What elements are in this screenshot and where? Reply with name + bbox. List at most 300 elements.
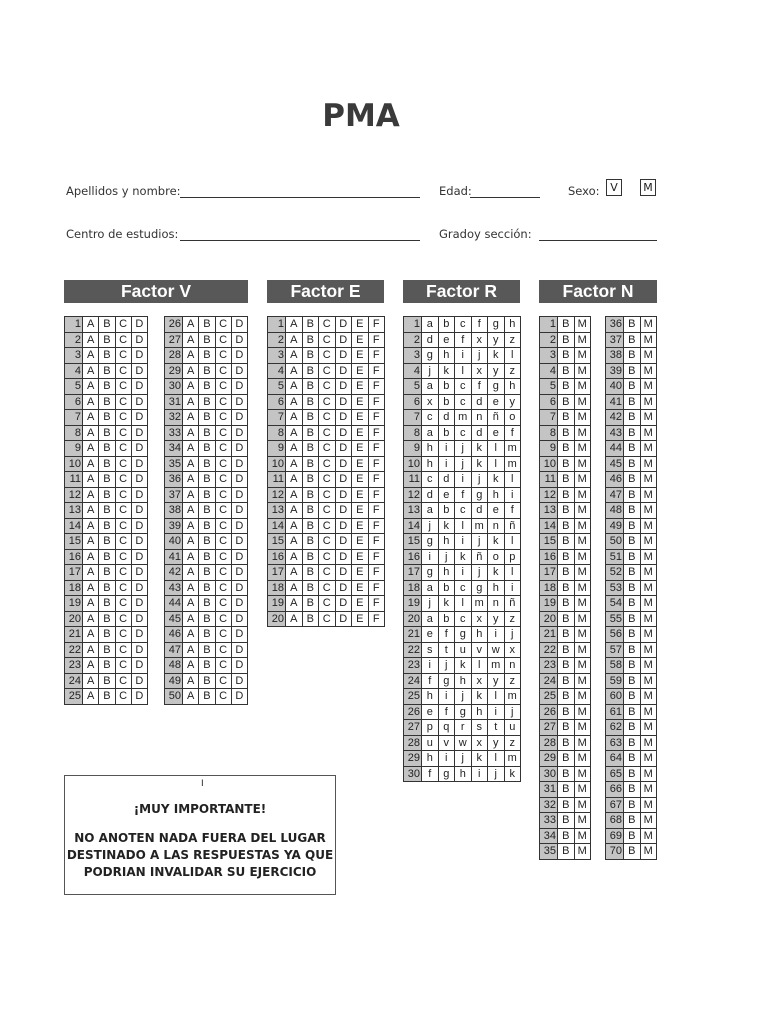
answer-option-n[interactable]: M xyxy=(641,534,658,550)
answer-option-v[interactable]: C xyxy=(116,627,132,643)
answer-option-n[interactable]: B xyxy=(558,720,575,736)
answer-option-r[interactable]: c xyxy=(455,426,472,442)
answer-option-n[interactable]: B xyxy=(558,379,575,395)
answer-option-v[interactable]: D xyxy=(132,503,148,519)
answer-option-v[interactable]: A xyxy=(83,550,99,566)
answer-option-e[interactable]: C xyxy=(319,348,336,364)
sex-v-checkbox[interactable]: V xyxy=(606,179,622,196)
answer-option-r[interactable]: c xyxy=(422,410,439,426)
answer-option-v[interactable]: D xyxy=(232,441,248,457)
answer-option-v[interactable]: D xyxy=(132,441,148,457)
answer-option-e[interactable]: F xyxy=(369,395,386,411)
answer-option-n[interactable]: B xyxy=(624,565,641,581)
answer-option-r[interactable]: c xyxy=(455,317,472,333)
answer-option-r[interactable]: t xyxy=(439,643,456,659)
answer-option-n[interactable]: B xyxy=(558,395,575,411)
answer-option-e[interactable]: B xyxy=(303,612,320,628)
answer-option-r[interactable]: m xyxy=(505,457,522,473)
answer-option-r[interactable]: j xyxy=(472,348,489,364)
answer-option-n[interactable]: M xyxy=(641,720,658,736)
answer-option-n[interactable]: M xyxy=(641,674,658,690)
answer-option-n[interactable]: M xyxy=(575,348,592,364)
answer-option-v[interactable]: B xyxy=(199,488,215,504)
answer-option-v[interactable]: C xyxy=(216,472,232,488)
answer-option-v[interactable]: A xyxy=(183,333,199,349)
answer-option-v[interactable]: C xyxy=(116,410,132,426)
answer-option-r[interactable]: n xyxy=(488,596,505,612)
answer-option-r[interactable]: y xyxy=(488,736,505,752)
answer-option-r[interactable]: b xyxy=(439,612,456,628)
answer-option-v[interactable]: D xyxy=(232,627,248,643)
answer-option-r[interactable]: j xyxy=(455,441,472,457)
answer-option-r[interactable]: d xyxy=(422,333,439,349)
answer-option-r[interactable]: g xyxy=(439,767,456,783)
answer-option-e[interactable]: A xyxy=(286,550,303,566)
answer-option-e[interactable]: B xyxy=(303,503,320,519)
answer-option-r[interactable]: k xyxy=(472,751,489,767)
answer-option-e[interactable]: D xyxy=(336,333,353,349)
answer-option-e[interactable]: F xyxy=(369,612,386,628)
answer-option-v[interactable]: A xyxy=(183,410,199,426)
answer-option-v[interactable]: A xyxy=(83,364,99,380)
answer-option-e[interactable]: D xyxy=(336,395,353,411)
answer-option-e[interactable]: C xyxy=(319,410,336,426)
answer-option-v[interactable]: B xyxy=(99,550,115,566)
answer-option-v[interactable]: D xyxy=(232,379,248,395)
answer-option-n[interactable]: M xyxy=(641,581,658,597)
answer-option-v[interactable]: C xyxy=(216,426,232,442)
answer-option-v[interactable]: B xyxy=(99,333,115,349)
answer-option-n[interactable]: M xyxy=(575,658,592,674)
answer-option-n[interactable]: B xyxy=(624,317,641,333)
answer-option-n[interactable]: B xyxy=(558,689,575,705)
answer-option-v[interactable]: B xyxy=(199,596,215,612)
answer-option-v[interactable]: B xyxy=(199,581,215,597)
answer-option-v[interactable]: C xyxy=(116,643,132,659)
answer-option-n[interactable]: B xyxy=(624,596,641,612)
answer-option-n[interactable]: B xyxy=(558,519,575,535)
answer-option-v[interactable]: C xyxy=(116,658,132,674)
answer-option-n[interactable]: M xyxy=(641,705,658,721)
answer-option-e[interactable]: E xyxy=(352,503,369,519)
answer-option-e[interactable]: F xyxy=(369,565,386,581)
answer-option-r[interactable]: j xyxy=(422,596,439,612)
answer-option-n[interactable]: B xyxy=(558,767,575,783)
answer-option-r[interactable]: j xyxy=(505,627,522,643)
answer-option-r[interactable]: i xyxy=(455,534,472,550)
answer-option-r[interactable]: g xyxy=(455,627,472,643)
answer-option-n[interactable]: M xyxy=(575,596,592,612)
answer-option-r[interactable]: b xyxy=(439,395,456,411)
answer-option-e[interactable]: E xyxy=(352,596,369,612)
answer-option-v[interactable]: D xyxy=(132,519,148,535)
answer-option-e[interactable]: E xyxy=(352,333,369,349)
answer-option-v[interactable]: A xyxy=(183,550,199,566)
answer-option-r[interactable]: f xyxy=(505,426,522,442)
answer-option-n[interactable]: B xyxy=(624,627,641,643)
answer-option-r[interactable]: l xyxy=(505,472,522,488)
answer-option-r[interactable]: r xyxy=(455,720,472,736)
answer-option-v[interactable]: B xyxy=(199,348,215,364)
answer-option-r[interactable]: q xyxy=(439,720,456,736)
answer-option-r[interactable]: ñ xyxy=(505,519,522,535)
answer-option-v[interactable]: B xyxy=(99,348,115,364)
answer-option-v[interactable]: A xyxy=(83,457,99,473)
answer-option-v[interactable]: C xyxy=(216,550,232,566)
answer-option-e[interactable]: B xyxy=(303,550,320,566)
answer-option-v[interactable]: B xyxy=(199,658,215,674)
answer-option-n[interactable]: B xyxy=(624,674,641,690)
answer-option-v[interactable]: D xyxy=(132,612,148,628)
answer-option-v[interactable]: C xyxy=(216,395,232,411)
answer-option-v[interactable]: B xyxy=(99,674,115,690)
answer-option-e[interactable]: D xyxy=(336,441,353,457)
answer-option-e[interactable]: E xyxy=(352,581,369,597)
answer-option-r[interactable]: f xyxy=(439,627,456,643)
answer-option-n[interactable]: B xyxy=(558,364,575,380)
answer-option-n[interactable]: B xyxy=(624,581,641,597)
answer-option-e[interactable]: E xyxy=(352,472,369,488)
answer-option-v[interactable]: D xyxy=(132,643,148,659)
answer-option-v[interactable]: C xyxy=(216,379,232,395)
answer-option-v[interactable]: C xyxy=(116,581,132,597)
answer-option-r[interactable]: h xyxy=(439,565,456,581)
answer-option-n[interactable]: M xyxy=(641,596,658,612)
answer-option-v[interactable]: D xyxy=(232,565,248,581)
answer-option-e[interactable]: C xyxy=(319,565,336,581)
answer-option-n[interactable]: B xyxy=(558,410,575,426)
answer-option-r[interactable]: l xyxy=(505,534,522,550)
answer-option-e[interactable]: D xyxy=(336,519,353,535)
answer-option-v[interactable]: D xyxy=(132,488,148,504)
answer-option-n[interactable]: B xyxy=(558,534,575,550)
answer-option-v[interactable]: B xyxy=(99,581,115,597)
answer-option-n[interactable]: M xyxy=(575,410,592,426)
answer-option-n[interactable]: B xyxy=(624,503,641,519)
answer-option-r[interactable]: l xyxy=(455,519,472,535)
answer-option-r[interactable]: z xyxy=(505,364,522,380)
answer-option-v[interactable]: C xyxy=(116,503,132,519)
answer-option-e[interactable]: B xyxy=(303,472,320,488)
answer-option-e[interactable]: A xyxy=(286,457,303,473)
answer-option-r[interactable]: j xyxy=(439,658,456,674)
answer-option-v[interactable]: B xyxy=(99,612,115,628)
answer-option-n[interactable]: M xyxy=(641,689,658,705)
answer-option-n[interactable]: B xyxy=(624,379,641,395)
answer-option-n[interactable]: B xyxy=(558,705,575,721)
answer-option-v[interactable]: B xyxy=(99,426,115,442)
answer-option-v[interactable]: B xyxy=(99,488,115,504)
answer-option-e[interactable]: E xyxy=(352,534,369,550)
answer-option-n[interactable]: B xyxy=(624,364,641,380)
answer-option-v[interactable]: A xyxy=(183,441,199,457)
answer-option-v[interactable]: D xyxy=(232,426,248,442)
answer-option-r[interactable]: i xyxy=(505,581,522,597)
answer-option-e[interactable]: D xyxy=(336,596,353,612)
answer-option-v[interactable]: C xyxy=(216,333,232,349)
answer-option-r[interactable]: f xyxy=(455,488,472,504)
answer-option-r[interactable]: e xyxy=(488,395,505,411)
answer-option-v[interactable]: A xyxy=(83,658,99,674)
answer-option-r[interactable]: c xyxy=(455,379,472,395)
answer-option-v[interactable]: B xyxy=(199,379,215,395)
answer-option-r[interactable]: j xyxy=(472,534,489,550)
answer-option-r[interactable]: b xyxy=(439,426,456,442)
answer-option-e[interactable]: C xyxy=(319,581,336,597)
answer-option-r[interactable]: x xyxy=(472,333,489,349)
answer-option-n[interactable]: M xyxy=(641,426,658,442)
answer-option-e[interactable]: A xyxy=(286,348,303,364)
answer-option-r[interactable]: s xyxy=(422,643,439,659)
answer-option-r[interactable]: h xyxy=(422,441,439,457)
answer-option-e[interactable]: B xyxy=(303,534,320,550)
answer-option-n[interactable]: M xyxy=(575,736,592,752)
answer-option-n[interactable]: B xyxy=(558,596,575,612)
answer-option-r[interactable]: g xyxy=(422,348,439,364)
answer-option-v[interactable]: A xyxy=(83,426,99,442)
answer-option-r[interactable]: a xyxy=(422,612,439,628)
answer-option-n[interactable]: B xyxy=(558,581,575,597)
answer-option-r[interactable]: f xyxy=(422,674,439,690)
answer-option-e[interactable]: B xyxy=(303,519,320,535)
answer-option-v[interactable]: C xyxy=(116,379,132,395)
answer-option-r[interactable]: m xyxy=(505,441,522,457)
answer-option-v[interactable]: A xyxy=(183,627,199,643)
answer-option-e[interactable]: D xyxy=(336,472,353,488)
answer-option-r[interactable]: s xyxy=(472,720,489,736)
answer-option-e[interactable]: E xyxy=(352,550,369,566)
answer-option-v[interactable]: B xyxy=(99,441,115,457)
answer-option-v[interactable]: A xyxy=(183,643,199,659)
answer-option-r[interactable]: y xyxy=(488,333,505,349)
answer-option-v[interactable]: D xyxy=(232,643,248,659)
answer-option-v[interactable]: D xyxy=(232,674,248,690)
answer-option-e[interactable]: C xyxy=(319,534,336,550)
answer-option-e[interactable]: D xyxy=(336,457,353,473)
answer-option-r[interactable]: v xyxy=(439,736,456,752)
answer-option-r[interactable]: l xyxy=(505,348,522,364)
answer-option-v[interactable]: A xyxy=(83,534,99,550)
answer-option-n[interactable]: M xyxy=(641,519,658,535)
answer-option-e[interactable]: A xyxy=(286,426,303,442)
answer-option-v[interactable]: C xyxy=(216,317,232,333)
answer-option-r[interactable]: d xyxy=(472,503,489,519)
answer-option-v[interactable]: C xyxy=(116,348,132,364)
answer-option-v[interactable]: B xyxy=(199,565,215,581)
answer-option-r[interactable]: h xyxy=(505,317,522,333)
answer-option-v[interactable]: D xyxy=(132,534,148,550)
answer-option-r[interactable]: t xyxy=(488,720,505,736)
answer-option-v[interactable]: D xyxy=(232,472,248,488)
answer-option-r[interactable]: k xyxy=(472,689,489,705)
answer-option-e[interactable]: C xyxy=(319,333,336,349)
answer-option-n[interactable]: M xyxy=(641,395,658,411)
answer-option-n[interactable]: M xyxy=(575,534,592,550)
answer-option-r[interactable]: j xyxy=(455,457,472,473)
answer-option-e[interactable]: C xyxy=(319,612,336,628)
answer-option-r[interactable]: m xyxy=(455,410,472,426)
answer-option-n[interactable]: M xyxy=(641,317,658,333)
answer-option-v[interactable]: B xyxy=(99,457,115,473)
answer-option-v[interactable]: A xyxy=(183,317,199,333)
answer-option-n[interactable]: M xyxy=(575,720,592,736)
answer-option-r[interactable]: y xyxy=(505,395,522,411)
answer-option-n[interactable]: B xyxy=(558,674,575,690)
answer-option-v[interactable]: A xyxy=(83,379,99,395)
answer-option-e[interactable]: A xyxy=(286,581,303,597)
answer-option-v[interactable]: D xyxy=(132,426,148,442)
answer-option-e[interactable]: F xyxy=(369,348,386,364)
answer-option-n[interactable]: M xyxy=(641,844,658,860)
answer-option-v[interactable]: C xyxy=(116,457,132,473)
answer-option-n[interactable]: B xyxy=(558,441,575,457)
answer-option-r[interactable]: g xyxy=(488,317,505,333)
answer-option-n[interactable]: M xyxy=(641,736,658,752)
answer-option-n[interactable]: M xyxy=(575,426,592,442)
answer-option-n[interactable]: B xyxy=(558,612,575,628)
answer-option-e[interactable]: E xyxy=(352,457,369,473)
answer-option-v[interactable]: D xyxy=(232,333,248,349)
answer-option-v[interactable]: A xyxy=(183,519,199,535)
answer-option-e[interactable]: A xyxy=(286,565,303,581)
answer-option-r[interactable]: c xyxy=(455,612,472,628)
answer-option-e[interactable]: D xyxy=(336,426,353,442)
answer-option-v[interactable]: A xyxy=(83,348,99,364)
answer-option-v[interactable]: D xyxy=(132,410,148,426)
answer-option-v[interactable]: A xyxy=(83,674,99,690)
answer-option-e[interactable]: A xyxy=(286,612,303,628)
answer-option-r[interactable]: g xyxy=(422,565,439,581)
answer-option-n[interactable]: M xyxy=(641,379,658,395)
answer-option-r[interactable]: j xyxy=(488,767,505,783)
answer-option-r[interactable]: a xyxy=(422,317,439,333)
answer-option-r[interactable]: y xyxy=(488,674,505,690)
answer-option-n[interactable]: B xyxy=(624,441,641,457)
answer-option-e[interactable]: D xyxy=(336,612,353,628)
answer-option-r[interactable]: f xyxy=(472,379,489,395)
answer-option-v[interactable]: B xyxy=(199,674,215,690)
answer-option-n[interactable]: B xyxy=(624,736,641,752)
answer-option-v[interactable]: C xyxy=(216,410,232,426)
answer-option-n[interactable]: M xyxy=(575,457,592,473)
answer-option-n[interactable]: B xyxy=(558,550,575,566)
answer-option-v[interactable]: D xyxy=(132,674,148,690)
answer-option-r[interactable]: k xyxy=(439,596,456,612)
answer-option-r[interactable]: a xyxy=(422,503,439,519)
answer-option-n[interactable]: M xyxy=(641,472,658,488)
answer-option-n[interactable]: B xyxy=(558,426,575,442)
answer-option-r[interactable]: j xyxy=(422,364,439,380)
answer-option-e[interactable]: C xyxy=(319,472,336,488)
answer-option-r[interactable]: i xyxy=(439,457,456,473)
answer-option-n[interactable]: M xyxy=(641,658,658,674)
answer-option-r[interactable]: k xyxy=(455,550,472,566)
answer-option-v[interactable]: C xyxy=(116,596,132,612)
answer-option-e[interactable]: E xyxy=(352,441,369,457)
answer-option-v[interactable]: A xyxy=(183,534,199,550)
answer-option-v[interactable]: B xyxy=(199,457,215,473)
answer-option-r[interactable]: j xyxy=(422,519,439,535)
answer-option-v[interactable]: A xyxy=(83,410,99,426)
answer-option-v[interactable]: C xyxy=(216,658,232,674)
answer-option-e[interactable]: D xyxy=(336,488,353,504)
answer-option-v[interactable]: B xyxy=(99,689,115,705)
answer-option-n[interactable]: B xyxy=(624,782,641,798)
answer-option-v[interactable]: A xyxy=(183,503,199,519)
answer-option-n[interactable]: M xyxy=(641,503,658,519)
answer-option-e[interactable]: C xyxy=(319,317,336,333)
answer-option-n[interactable]: M xyxy=(641,829,658,845)
answer-option-r[interactable]: d xyxy=(439,472,456,488)
answer-option-n[interactable]: B xyxy=(624,410,641,426)
answer-option-n[interactable]: M xyxy=(575,441,592,457)
answer-option-v[interactable]: C xyxy=(116,441,132,457)
answer-option-e[interactable]: A xyxy=(286,333,303,349)
answer-option-n[interactable]: M xyxy=(641,751,658,767)
answer-option-v[interactable]: B xyxy=(99,317,115,333)
answer-option-r[interactable]: l xyxy=(455,596,472,612)
answer-option-v[interactable]: C xyxy=(216,612,232,628)
answer-option-v[interactable]: D xyxy=(232,519,248,535)
answer-option-n[interactable]: B xyxy=(624,643,641,659)
answer-option-n[interactable]: B xyxy=(558,844,575,860)
answer-option-n[interactable]: B xyxy=(558,751,575,767)
answer-option-v[interactable]: D xyxy=(232,596,248,612)
answer-option-v[interactable]: D xyxy=(232,689,248,705)
answer-option-v[interactable]: B xyxy=(199,627,215,643)
answer-option-v[interactable]: D xyxy=(132,472,148,488)
answer-option-r[interactable]: g xyxy=(455,705,472,721)
answer-option-n[interactable]: B xyxy=(624,689,641,705)
answer-option-r[interactable]: c xyxy=(455,581,472,597)
answer-option-v[interactable]: A xyxy=(83,317,99,333)
answer-option-r[interactable]: c xyxy=(422,472,439,488)
answer-option-e[interactable]: F xyxy=(369,519,386,535)
answer-option-e[interactable]: F xyxy=(369,426,386,442)
answer-option-r[interactable]: n xyxy=(505,658,522,674)
answer-option-n[interactable]: B xyxy=(624,519,641,535)
answer-option-n[interactable]: M xyxy=(575,565,592,581)
answer-option-v[interactable]: D xyxy=(132,348,148,364)
answer-option-r[interactable]: ñ xyxy=(488,410,505,426)
answer-option-r[interactable]: e xyxy=(488,503,505,519)
answer-option-e[interactable]: C xyxy=(319,457,336,473)
answer-option-v[interactable]: B xyxy=(99,643,115,659)
answer-option-v[interactable]: C xyxy=(216,581,232,597)
answer-option-e[interactable]: F xyxy=(369,488,386,504)
answer-option-r[interactable]: e xyxy=(422,705,439,721)
answer-option-n[interactable]: B xyxy=(558,472,575,488)
answer-option-v[interactable]: D xyxy=(132,550,148,566)
answer-option-v[interactable]: B xyxy=(99,627,115,643)
answer-option-r[interactable]: l xyxy=(472,658,489,674)
answer-option-e[interactable]: F xyxy=(369,379,386,395)
answer-option-v[interactable]: A xyxy=(83,441,99,457)
answer-option-r[interactable]: h xyxy=(455,767,472,783)
answer-option-r[interactable]: l xyxy=(488,441,505,457)
answer-option-v[interactable]: D xyxy=(132,596,148,612)
answer-option-n[interactable]: B xyxy=(624,395,641,411)
answer-option-r[interactable]: f xyxy=(455,333,472,349)
answer-option-r[interactable]: a xyxy=(422,379,439,395)
answer-option-n[interactable]: M xyxy=(641,333,658,349)
answer-option-e[interactable]: F xyxy=(369,472,386,488)
answer-option-v[interactable]: B xyxy=(99,534,115,550)
answer-option-r[interactable]: d xyxy=(439,410,456,426)
answer-option-r[interactable]: l xyxy=(488,751,505,767)
answer-option-e[interactable]: F xyxy=(369,441,386,457)
answer-option-n[interactable]: B xyxy=(558,798,575,814)
